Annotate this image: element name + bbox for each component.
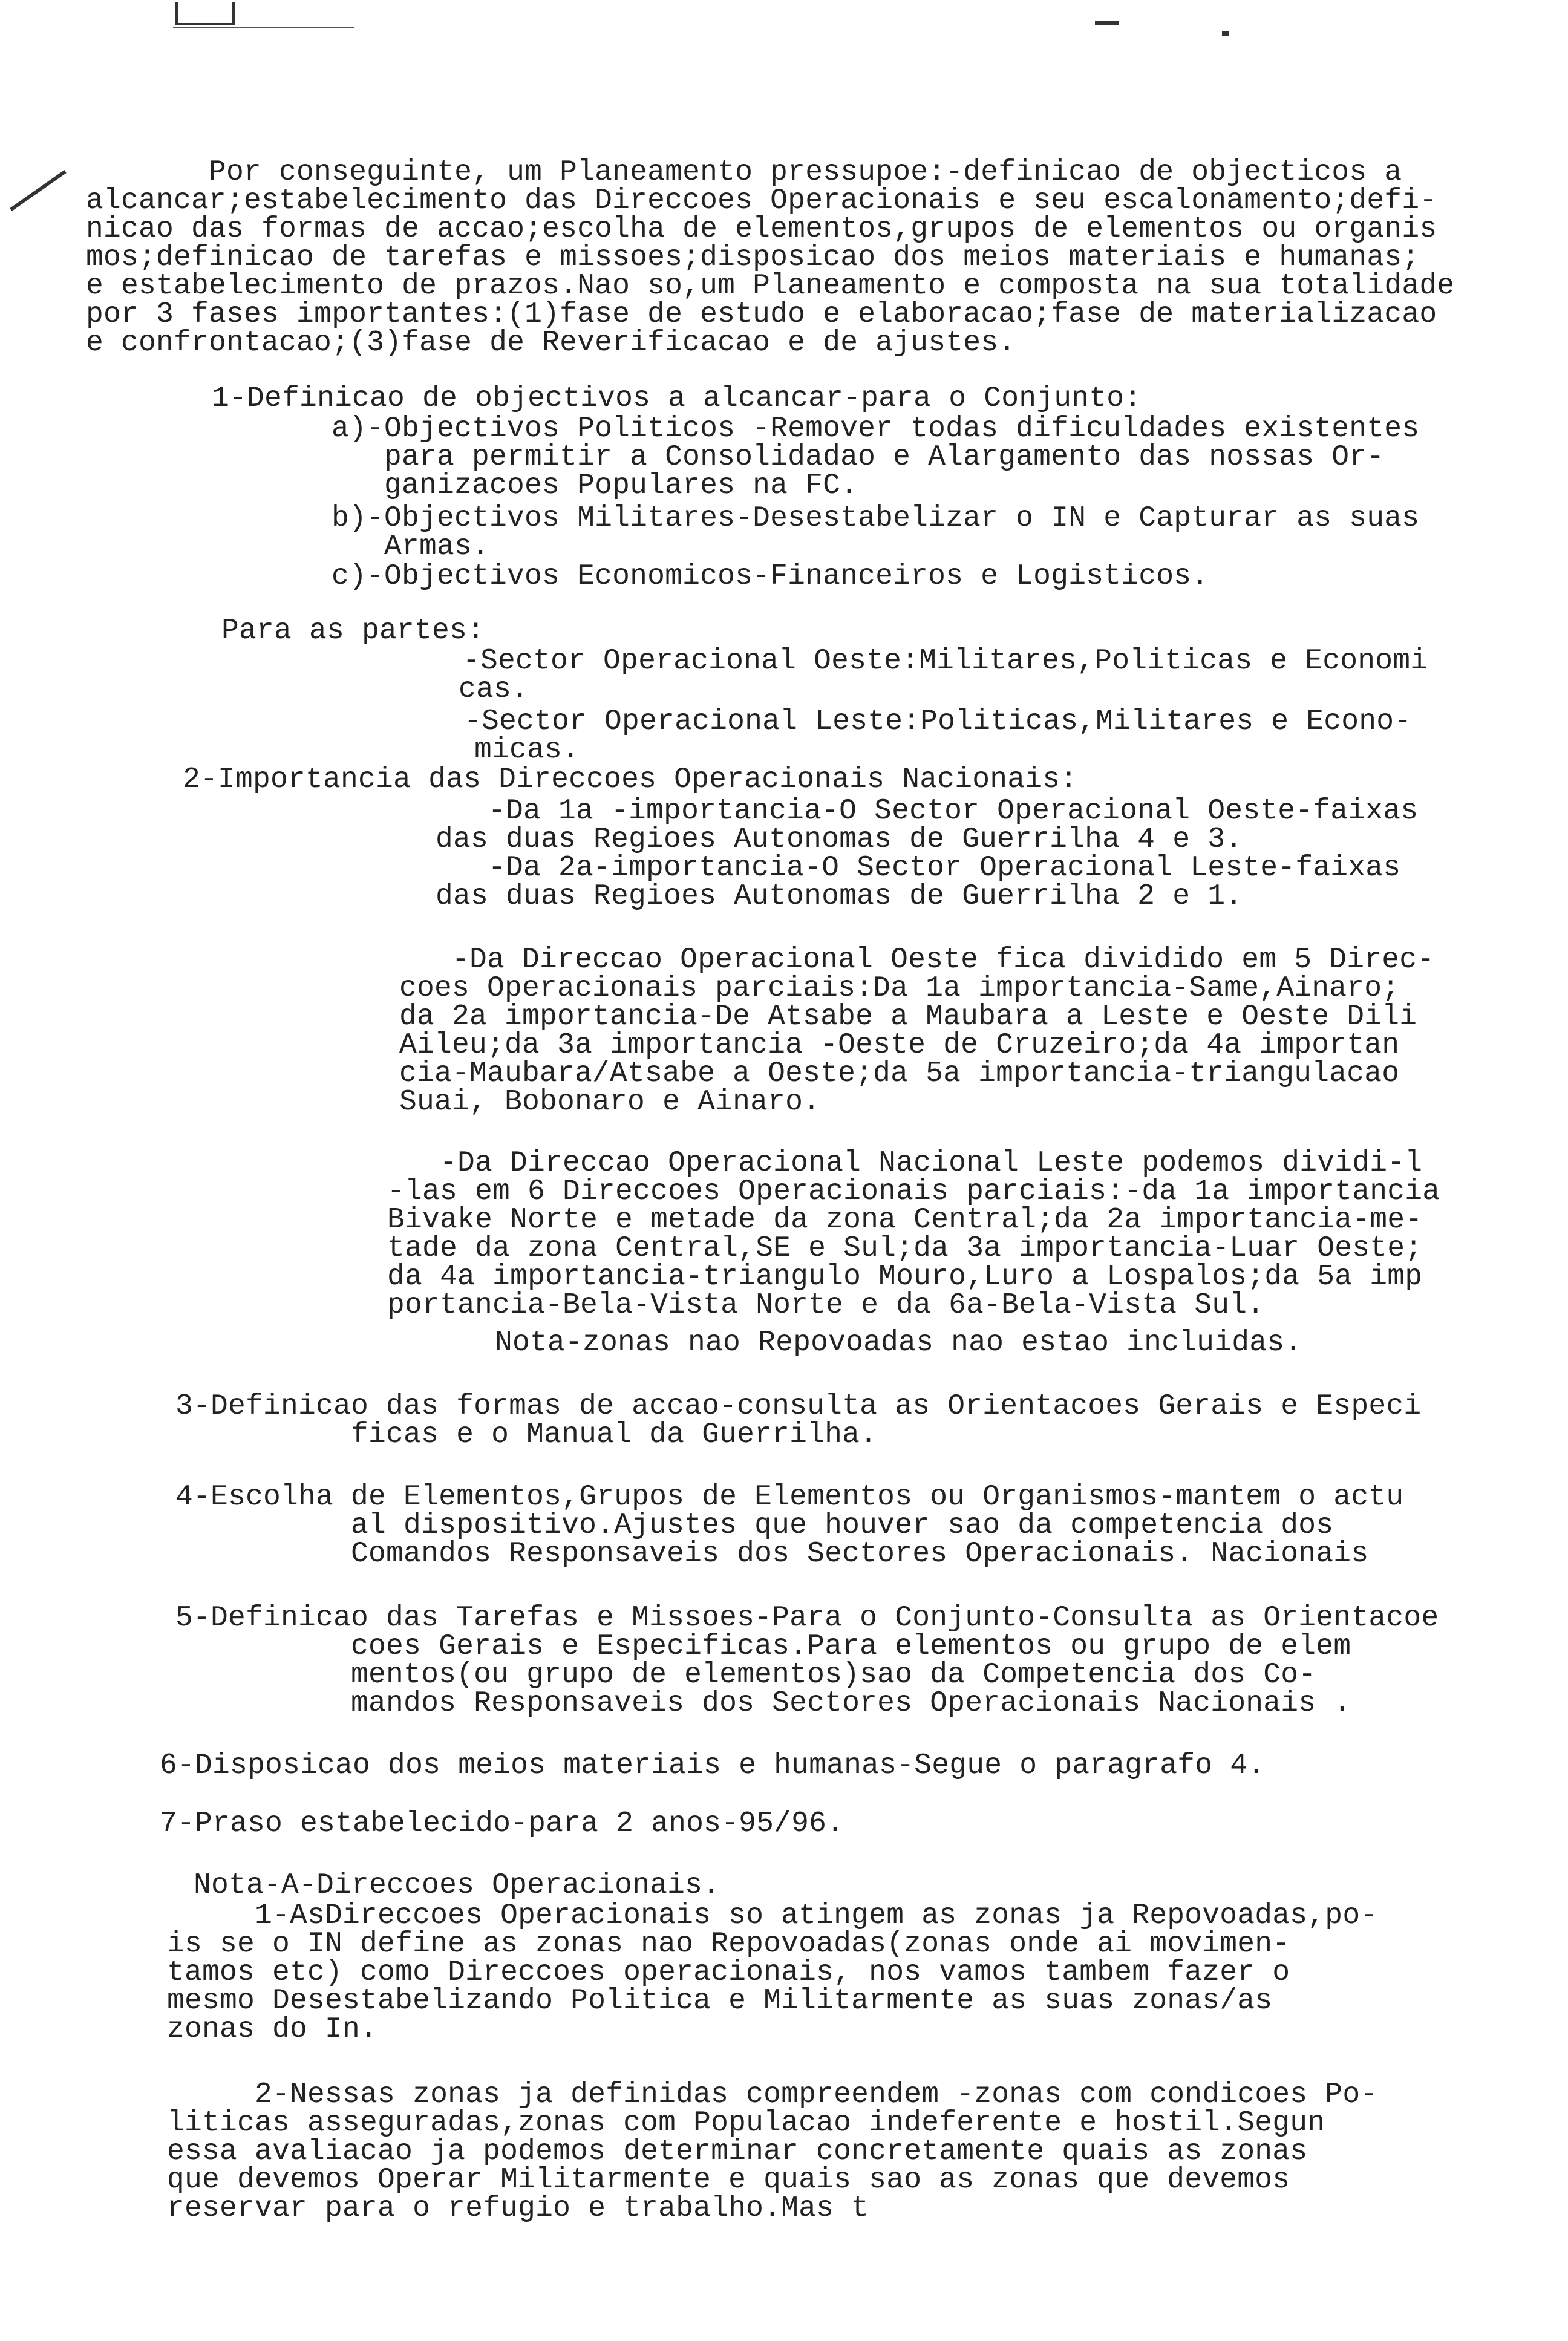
intro-line: Por conseguinte, um Planeamento pressupoe:-definicao de objecticos a <box>86 156 1402 189</box>
section-line: 4-Escolha de Elementos,Grupos de Elementos ou Organismos-mantem o actu <box>175 1481 1404 1513</box>
list-item: Armas. <box>332 531 490 563</box>
nota-line: 2-Nessas zonas ja definidas compreendem -zonas com condicoes Po- <box>167 2078 1378 2111</box>
section-line: 7-Praso estabelecido-para 2 anos-95/96. <box>160 1807 844 1840</box>
partes-line: micas. <box>474 734 580 766</box>
intro-line: e estabelecimento de prazos.Nao so,um Planeamento e composta na sua totalidade <box>86 270 1455 302</box>
leste-line: -Da Direccao Operacional Nacional Leste podemos dividi-l <box>387 1147 1423 1180</box>
oeste-line: -Da Direccao Operacional Oeste fica dividido em 5 Direc- <box>399 944 1435 976</box>
section-line: coes Gerais e Especificas.Para elementos ou grupo de elem <box>175 1630 1351 1663</box>
intro-line: por 3 fases importantes:(1)fase de estudo e elaboracao;fase de materializacao <box>86 298 1437 331</box>
nota-line: 1-AsDireccoes Operacionais so atingem as zonas ja Repovoadas,po- <box>167 1899 1378 1932</box>
section-line: mandos Responsaveis dos Sectores Operacionais Nacionais . <box>175 1687 1351 1720</box>
oeste-line: da 2a importancia-De Atsabe a Maubara a Leste e Oeste Dili <box>399 1001 1417 1033</box>
margin-slash <box>10 170 67 211</box>
partes-line: -Sector Operacional Oeste:Militares,Politicas e Economi <box>375 645 1428 677</box>
section-line: Comandos Responsaveis dos Sectores Operacionais. Nacionais <box>175 1538 1369 1570</box>
nota-line: zonas do In. <box>167 2013 378 2046</box>
ink-mark <box>1222 31 1229 36</box>
nota-heading: Nota-A-Direccoes Operacionais. <box>194 1869 720 1902</box>
leste-line: Bivake Norte e metade da zona Central;da 2a importancia-me- <box>387 1204 1423 1236</box>
list-item: ganizacoes Populares na FC. <box>332 469 858 502</box>
intro-line: mos;definicao de tarefas e missoes;disposicao dos meios materiais e humanas; <box>86 241 1420 274</box>
section-line: al dispositivo.Ajustes que houver sao da competencia dos <box>175 1509 1334 1542</box>
nota-line: reservar para o refugio e trabalho.Mas t <box>167 2192 869 2225</box>
list-item: a)-Objectivos Politicos -Remover todas dificuldades existentes <box>332 413 1420 445</box>
partes-line: -Sector Operacional Leste:Politicas,Militares e Econo- <box>411 705 1412 738</box>
oeste-line: coes Operacionais parciais:Da 1a importancia-Same,Ainaro; <box>399 972 1400 1005</box>
nota-line: liticas asseguradas,zonas com Populacao indeferente e hostil.Segun <box>167 2107 1325 2140</box>
partes-line: cas. <box>459 673 529 706</box>
nota-line: is se o IN define as zonas nao Repovoadas(zonas onde ai movimen- <box>167 1928 1290 1961</box>
leste-line: tade da zona Central,SE e Sul;da 3a importancia-Luar Oeste; <box>387 1232 1423 1265</box>
leste-line: -las em 6 Direccoes Operacionais parciais:-da 1a importancia <box>387 1175 1440 1208</box>
section-line: 5-Definicao das Tarefas e Missoes-Para o Conjunto-Consulta as Orientacoe <box>175 1602 1439 1634</box>
section-line: 3-Definicao das formas de accao-consulta as Orientacoes Gerais e Especi <box>175 1390 1422 1423</box>
stamp-mark <box>173 2 354 28</box>
ink-mark <box>1095 21 1119 25</box>
oeste-line: Aileu;da 3a importancia -Oeste de Cruzeiro;da 4a importan <box>399 1029 1400 1062</box>
section-heading: 1-Definicao de objectivos a alcancar-para o Conjunto: <box>212 382 1142 415</box>
list-item: das duas Regioes Autonomas de Guerrilha 2 e 1. <box>436 880 1243 913</box>
section-line: mentos(ou grupo de elementos)sao da Competencia dos Co- <box>175 1659 1316 1691</box>
list-item: para permitir a Consolidadao e Alargamento das nossas Or- <box>332 441 1385 474</box>
intro-line: nicao das formas de accao;escolha de elementos,grupos de elementos ou organis <box>86 213 1437 246</box>
oeste-line: cia-Maubara/Atsabe a Oeste;da 5a importancia-triangulacao <box>399 1057 1400 1090</box>
list-item: c)-Objectivos Economicos-Financeiros e Logisticos. <box>332 560 1209 593</box>
nota-line: Nota-zonas nao Repovoadas nao estao incluidas. <box>495 1327 1302 1359</box>
section-line: ficas e o Manual da Guerrilha. <box>175 1419 878 1451</box>
leste-line: portancia-Bela-Vista Norte e da 6a-Bela-Vista Sul. <box>387 1289 1265 1322</box>
nota-line: que devemos Operar Militarmente e quais sao as zonas que devemos <box>167 2164 1290 2196</box>
list-item: das duas Regioes Autonomas de Guerrilha 4 e 3. <box>436 823 1243 856</box>
intro-line: e confrontacao;(3)fase de Reverificacao e de ajustes. <box>86 327 1016 359</box>
section-heading: 2-Importancia das Direccoes Operacionais Nacionais: <box>183 763 1078 796</box>
nota-line: essa avaliacao ja podemos determinar concretamente quais as zonas <box>167 2135 1308 2168</box>
list-item: -Da 2a-importancia-O Sector Operacional Leste-faixas <box>436 852 1401 884</box>
intro-line: alcancar;estabelecimento das Direccoes Operacionais e seu escalonamento;defi- <box>86 184 1437 217</box>
list-item: b)-Objectivos Militares-Desestabelizar o IN e Capturar as suas <box>332 502 1420 535</box>
oeste-line: Suai, Bobonaro e Ainaro. <box>399 1086 821 1118</box>
leste-line: da 4a importancia-triangulo Mouro,Luro a Lospalos;da 5a imp <box>387 1261 1423 1293</box>
list-item: -Da 1a -importancia-O Sector Operacional Oeste-faixas <box>436 795 1419 828</box>
partes-heading: Para as partes: <box>221 615 485 647</box>
section-line: 6-Disposicao dos meios materiais e humanas-Segue o paragrafo 4. <box>160 1749 1266 1782</box>
nota-line: tamos etc) como Direccoes operacionais, nos vamos tambem fazer o <box>167 1956 1290 1989</box>
nota-line: mesmo Desestabelizando Politica e Militarmente as suas zonas/as <box>167 1985 1273 2017</box>
